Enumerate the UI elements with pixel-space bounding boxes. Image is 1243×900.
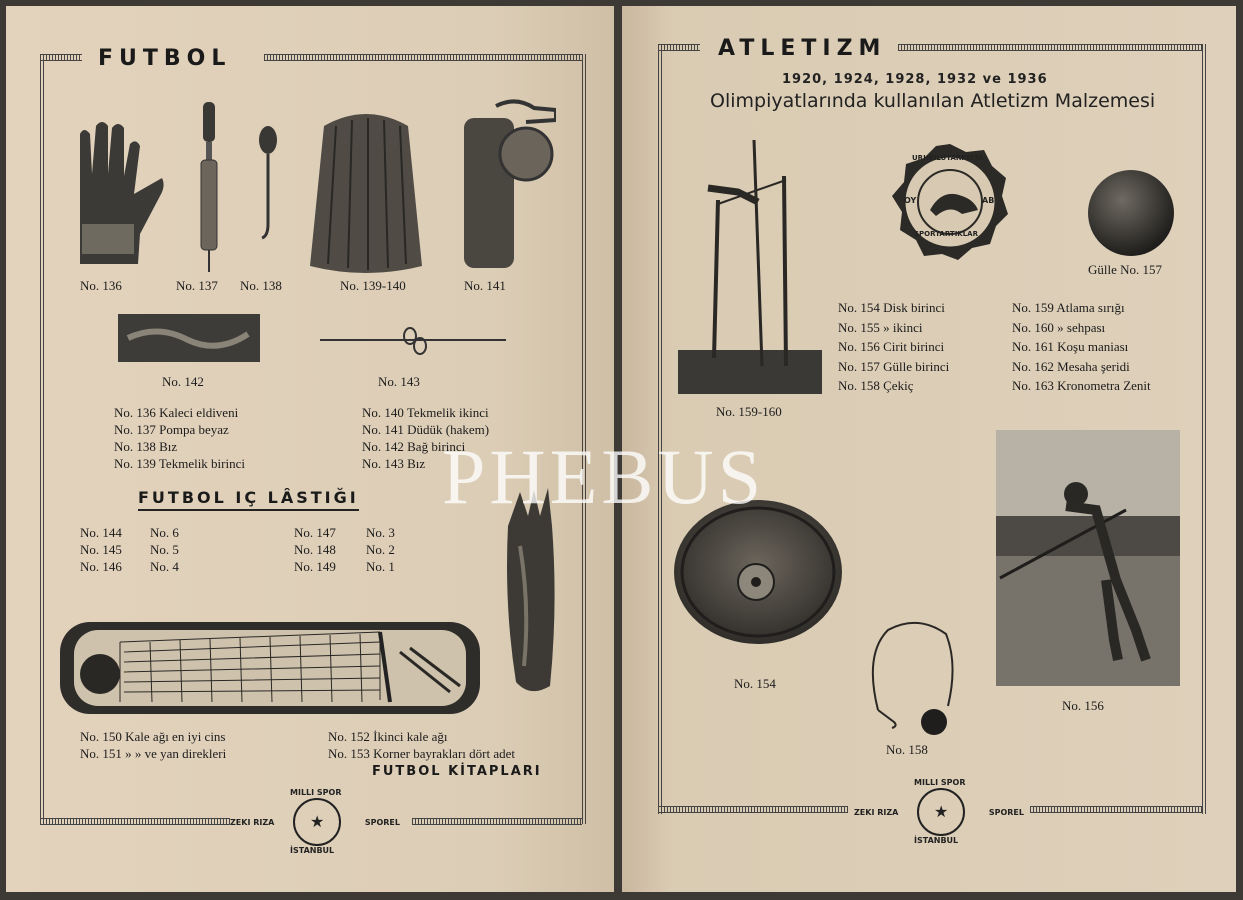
caption-gulle: Gülle No. 157	[1088, 262, 1163, 277]
list-item: No. 143 Bız	[362, 456, 426, 471]
atletizm-subtitle: Olimpiyatlarında kullanılan Atletizm Malzemesi	[710, 90, 1156, 112]
top-rule-right	[898, 44, 1202, 51]
list-item: No. 161 Koşu maniası	[1012, 339, 1129, 354]
olympic-years: 1920, 1924, 1928, 1932 ve 1936	[782, 72, 1048, 87]
caption-discus: No. 154	[734, 676, 776, 691]
futbol-kitaplari-label: FUTBOL KİTAPLARI	[372, 764, 542, 779]
bottom-rule-right	[412, 818, 582, 825]
atletizm-heading: ATLETIZM	[718, 36, 887, 61]
referee-whistle-illustration	[456, 98, 556, 274]
top-rule-left	[40, 54, 82, 61]
caption-143: No. 143	[378, 374, 420, 389]
list-item: No. 153 Korner bayrakları dört adet	[328, 746, 515, 761]
list-item: No. 156 Cirit birinci	[838, 339, 945, 354]
list-item: No. 137 Pompa beyaz	[114, 422, 229, 437]
javelin-thrower-photo	[996, 430, 1180, 686]
pole-vault-photo	[678, 140, 822, 394]
list-item: No. 149	[294, 559, 336, 574]
caption-pole-vault: No. 159-160	[716, 404, 782, 419]
list-item: No. 151 » » ve yan direkleri	[80, 746, 227, 761]
goalkeeper-glove-illustration	[70, 114, 166, 274]
list-item: No. 144	[80, 525, 122, 540]
list-item: No. 4	[150, 559, 179, 574]
top-rule-right	[264, 54, 582, 61]
list-item: No. 159 Atlama sırığı	[1012, 300, 1125, 315]
logo-right-text: SPOREL	[988, 808, 1024, 817]
list-item: No. 147	[294, 525, 336, 540]
logo-bottom-text: İSTANBUL	[914, 836, 959, 845]
phebus-watermark: PHEBUS	[442, 433, 766, 520]
list-item: No. 155 » ikinci	[838, 319, 923, 335]
bottom-rule-right	[1030, 806, 1202, 813]
futbol-ic-lastigi-heading: FUTBOL IÇ LÂSTIĞI	[138, 488, 359, 511]
logo-top-text: MILLI SPOR	[914, 778, 966, 787]
list-item: No. 163 Kronometra Zenit	[1012, 378, 1151, 393]
emblem-right-text: AB	[982, 196, 995, 205]
caption-138: No. 138	[240, 278, 282, 293]
caption-137: No. 137	[176, 278, 218, 293]
list-item: No. 146	[80, 559, 122, 574]
caption-javelin: No. 156	[1062, 698, 1104, 713]
caption-141: No. 141	[464, 278, 506, 293]
atletizm-list-a	[838, 298, 949, 396]
awl-illustration	[256, 124, 280, 244]
list-item: No. 1	[366, 559, 395, 574]
emblem-bottom-text: SPORTARTIKLAR	[914, 230, 978, 238]
logo-bottom-text: İSTANBUL	[290, 846, 335, 855]
milli-spor-logo-left	[230, 788, 400, 868]
list-item: No. 150 Kale ağı en iyi cins	[80, 729, 226, 744]
list-item: No. 154 Disk birinci	[838, 300, 945, 315]
caption-142: No. 142	[162, 374, 204, 389]
net-list-a	[80, 728, 226, 762]
list-item: No. 160 » sehpası	[1012, 319, 1106, 335]
list-item: No. 2	[366, 542, 395, 557]
shot-put-ball	[1086, 168, 1176, 258]
list-item: No. 139 Tekmelik birinci	[114, 456, 245, 471]
seal-star-icon: ★	[310, 812, 325, 831]
bandage-illustration	[118, 314, 260, 364]
lastik-col-1	[80, 524, 122, 575]
seal-star-icon: ★	[934, 802, 949, 821]
bottom-rule-left	[40, 818, 230, 825]
list-item: No. 152 İkinci kale ağı	[328, 729, 448, 744]
milli-spor-logo-right	[854, 778, 1024, 858]
logo-seal	[917, 788, 965, 836]
lastik-col-4	[366, 524, 395, 575]
caption-139-140: No. 139-140	[340, 278, 406, 293]
logo-seal	[293, 798, 341, 846]
futbol-list-a	[114, 404, 245, 472]
logo-right-text: SPOREL	[364, 818, 400, 827]
lastik-col-3	[294, 524, 336, 575]
emblem-top-text: URHEILUTARPEITA	[912, 154, 984, 162]
hammer-throw-illustration	[858, 614, 962, 738]
top-rule-left	[658, 44, 700, 51]
lastik-col-2	[150, 524, 179, 575]
list-item: No. 157 Gülle birinci	[838, 358, 950, 374]
shin-guard-illustration	[306, 106, 426, 276]
list-item: No. 138 Bız	[114, 439, 178, 454]
logo-left-text: ZEKI RIZA	[854, 808, 899, 817]
emblem-left-text: OY	[904, 196, 917, 205]
list-item: No. 3	[366, 525, 395, 540]
caption-hammer: No. 158	[886, 742, 928, 757]
list-item: No. 145	[80, 542, 122, 557]
caption-136: No. 136	[80, 278, 122, 293]
pump-illustration	[194, 98, 224, 276]
list-item: No. 6	[150, 525, 179, 540]
list-item: No. 162 Mesaha şeridi	[1012, 358, 1130, 374]
list-item: No. 141 Düdük (hakem)	[362, 422, 490, 437]
futbol-heading: FUTBOL	[98, 46, 232, 71]
lacing-awl-illustration	[318, 326, 510, 356]
bottom-rule-left	[658, 806, 848, 813]
atletizm-list-b	[1012, 298, 1151, 396]
list-item: No. 148	[294, 542, 336, 557]
list-item: No. 5	[150, 542, 179, 557]
list-item: No. 136 Kaleci eldiveni	[114, 405, 239, 420]
list-item: No. 140 Tekmelik ikinci	[362, 405, 489, 420]
logo-left-text: ZEKI RIZA	[230, 818, 275, 827]
logo-top-text: MILLI SPOR	[290, 788, 342, 797]
goal-net-illustration	[60, 622, 480, 714]
net-list-b	[328, 728, 515, 762]
list-item: No. 158 Çekiç	[838, 378, 914, 393]
list-item: No. 142 Bağ birinci	[362, 439, 466, 454]
